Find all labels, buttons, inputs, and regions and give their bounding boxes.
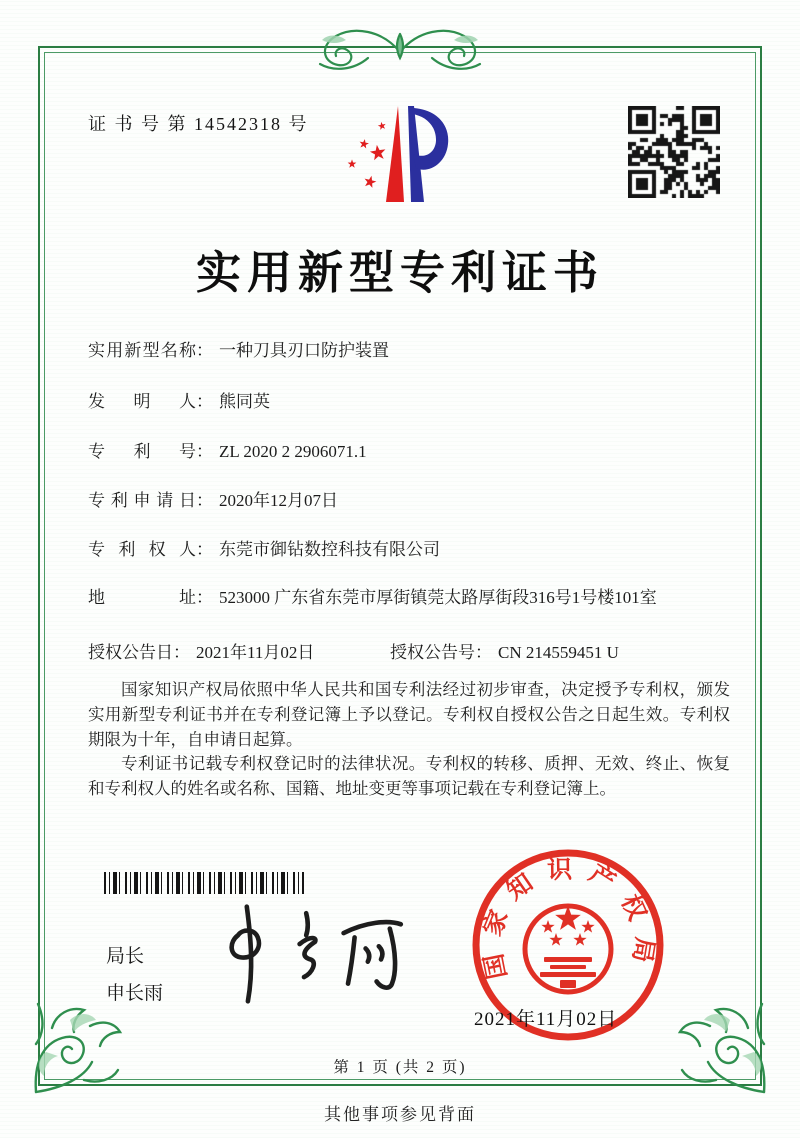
field-row-patentee xyxy=(88,537,730,563)
field-value: 523000 广东省东莞市厚街镇莞太路厚街段316号1号楼101室 xyxy=(219,588,657,607)
field-value: CN 214559451 U xyxy=(498,643,619,662)
legal-text xyxy=(88,678,730,802)
back-side-note: 其他事项参见背面 xyxy=(324,1105,476,1124)
seal-ring-text: 国家知识产权局 xyxy=(477,856,658,982)
field-value: 2020年12月07日 xyxy=(219,491,338,510)
signer-block xyxy=(106,938,163,1012)
field-label: 地址 xyxy=(88,588,196,607)
field-separator: ： xyxy=(196,442,213,461)
field-value: 2021年11月02日 xyxy=(196,643,315,662)
field-value: 一种刀具刃口防护装置 xyxy=(219,341,389,360)
field-label: 实用新型名称 xyxy=(88,341,196,360)
grant-number-group xyxy=(390,640,619,666)
field-label: 专利申请日 xyxy=(88,491,196,510)
signer-title: 局长 xyxy=(106,946,145,967)
national-emblem-icon xyxy=(525,906,611,993)
field-separator: ： xyxy=(196,540,213,559)
field-value: 熊同英 xyxy=(219,392,270,411)
field-label: 发明人 xyxy=(88,392,196,411)
certificate-fields xyxy=(88,338,730,700)
field-label: 专利权人 xyxy=(88,540,196,559)
legal-paragraph: 国家知识产权局依照中华人民共和国专利法经过初步审查，决定授予专利权，颁发实用新型专利证书并在专利登记簿上予以登记。专利权自授权公告之日起生效。专利权期限为十年，自申请日起算。 xyxy=(88,680,730,749)
cnipa-logo-icon xyxy=(340,96,455,208)
legal-paragraph: 专利证书记载专利权登记时的法律状况。专利权的转移、质押、无效、终止、恢复和专利权人的姓名或名称、国籍、地址变更等事项记载在专利登记簿上。 xyxy=(88,754,730,799)
field-row-inventor xyxy=(88,389,730,415)
field-separator: ： xyxy=(196,341,213,360)
field-row-address xyxy=(88,585,730,611)
grant-date-group xyxy=(88,640,314,666)
top-ornament-icon xyxy=(250,18,550,80)
qr-code xyxy=(628,106,720,198)
field-separator: ： xyxy=(475,643,492,662)
certificate-title: 实用新型专利证书 xyxy=(195,248,604,298)
field-label: 授权公告号 xyxy=(390,643,475,662)
field-value: ZL 2020 2 2906071.1 xyxy=(219,442,367,461)
field-label: 授权公告日 xyxy=(88,643,173,662)
field-row-filing-date xyxy=(88,488,730,514)
field-separator: ： xyxy=(196,392,213,411)
field-label: 专利号 xyxy=(88,442,196,461)
field-value: 东莞市御钻数控科技有限公司 xyxy=(219,540,440,559)
field-row-name xyxy=(88,338,730,364)
field-separator: ： xyxy=(196,491,213,510)
barcode xyxy=(104,872,304,894)
seal-date: 2021年11月02日 xyxy=(474,1009,618,1030)
field-separator: ： xyxy=(173,643,190,662)
director-signature xyxy=(205,902,425,1007)
field-row-patent-no xyxy=(88,439,730,465)
corner-ornament-right-icon xyxy=(664,992,774,1102)
certificate-number: 证 书 号 第 14542318 号 xyxy=(88,114,309,134)
field-separator: ： xyxy=(196,588,213,607)
signer-name: 申长雨 xyxy=(106,983,164,1004)
page-number: 第 1 页 (共 2 页) xyxy=(333,1059,467,1076)
